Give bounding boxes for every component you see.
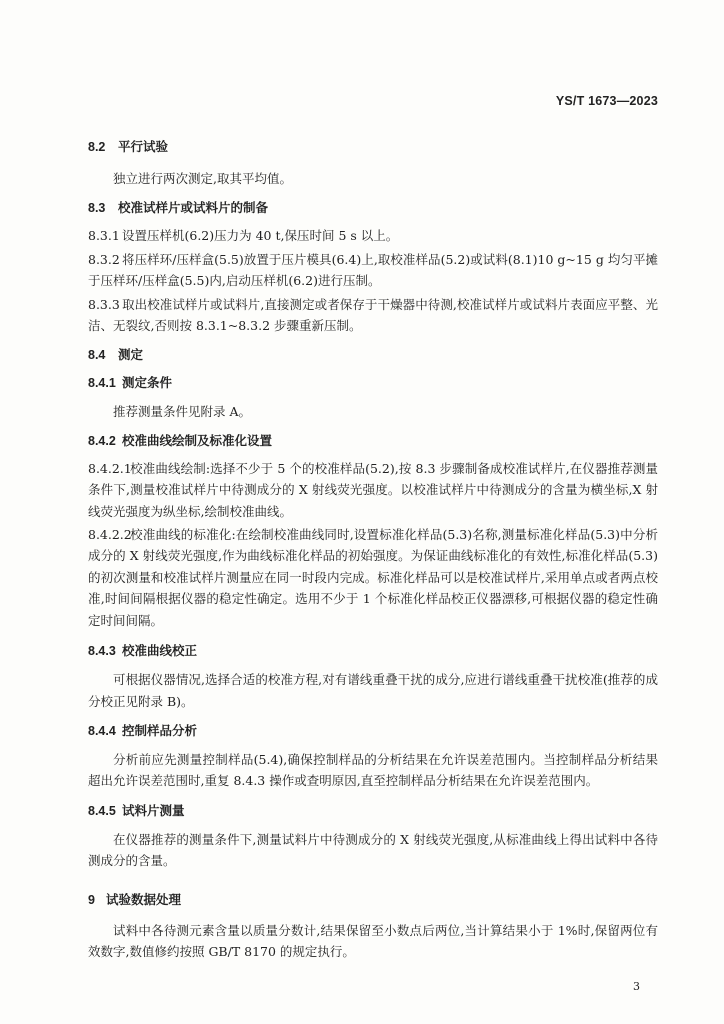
heading-8-4-4: 8.4.4 控制样品分析 [88, 722, 198, 738]
paragraph-8-2: 独立进行两次测定,取其平均值。 [113, 171, 292, 186]
clause-8-3-3: 8.3.3 取出校准试样片或试料片,直接测定或者保存于干燥器中待测,校准试样片或试料片表面应平整、光洁、无裂纹,否则按 8.3.1~8.3.2 步骤重新压制。 [88, 296, 658, 334]
page-body [88, 138, 658, 962]
paragraph-8-4-4: 分析前应先测量控制样品(5.4),确保控制样品的分析结果在允许误差范围内。当控制样品分析结果超出允许误差范围时,重复 8.4.3 操作或查明原因,直至控制样品分析结果在允许误差范围内。 [88, 751, 658, 789]
heading-9: 9 试验数据处理 [88, 891, 182, 907]
paragraph-9: 试料中各待测元素含量以质量分数计,结果保留至小数点后两位,当计算结果小于 1%时,保留两位有效数字,数值修约按照 GB/T 8170 的规定执行。 [88, 922, 658, 959]
clause-8-4-2-2: 8.4.2.2校准曲线的标准化:在绘制校准曲线同时,设置标准化样品(5.3)名称,测量标准化样品(5.3)中分析成分的 X 射线荧光强度,作为曲线标准化样品的初始强度。为保证曲线标准化的有效性,标准化样品(5.3)的初次测量和校准试样片测量应在同一时段内完成。标准化样品可以是校准试样片,采用单点或者两点校准,时间间隔根据仪器的稳定性确定。选用不少于 1 个标准化样品校正仪器漂移,可根据仪器的稳定性确定时间间隔。 [88, 527, 658, 628]
paragraph-8-4-1: 推荐测量条件见附录 A。 [113, 404, 252, 420]
heading-8-3: 8.3 校准试样片或试料片的制备 [88, 200, 269, 216]
heading-8-4-3: 8.4.3 校准曲线校正 [88, 643, 198, 659]
heading-8-4: 8.4 测定 [88, 347, 144, 363]
heading-8-4-2: 8.4.2 校准曲线绘制及标准化设置 [88, 432, 273, 448]
paragraph-8-4-3: 可根据仪器情况,选择合适的校准方程,对有谱线重叠干扰的成分,应进行谱线重叠干扰校准(推荐的成分校正见附录 B)。 [88, 672, 658, 709]
heading-8-4-1: 8.4.1 测定条件 [88, 375, 173, 391]
paragraph-8-4-5: 在仪器推荐的测量条件下,测量试料片中待测成分的 X 射线荧光强度,从标准曲线上得出试料中各待测成分的含量。 [88, 831, 658, 869]
clause-8-3-2: 8.3.2 将压样环/压样盒(5.5)放置于压片模具(6.4)上,取校准样品(5.2)或试料(8.1)10 g~15 g 均匀平摊于压样环/压样盒(5.5)内,启动压样机(6.2)进行压制。 [88, 251, 658, 289]
clause-8-4-2-1: 8.4.2.1校准曲线绘制:选择不少于 5 个的校准样品(5.2),按 8.3 步骤制备成校准试样片,在仪器推荐测量条件下,测量校准试样片中待测成分的 X 射线荧光强度。以校准试样片中待测成分的含量为横坐标,X 射线荧光强度为纵坐标,绘制校准曲线。 [88, 460, 658, 519]
document-code: YS/T 1673—2023 [555, 94, 658, 108]
heading-8-2: 8.2 平行试验 [88, 139, 169, 154]
page-number: 3 [633, 980, 640, 993]
heading-8-4-5: 8.4.5 试料片测量 [88, 802, 185, 818]
clause-8-3-1: 8.3.1 设置压样机(6.2)压力为 40 t,保压时间 5 s 以上。 [88, 228, 399, 244]
